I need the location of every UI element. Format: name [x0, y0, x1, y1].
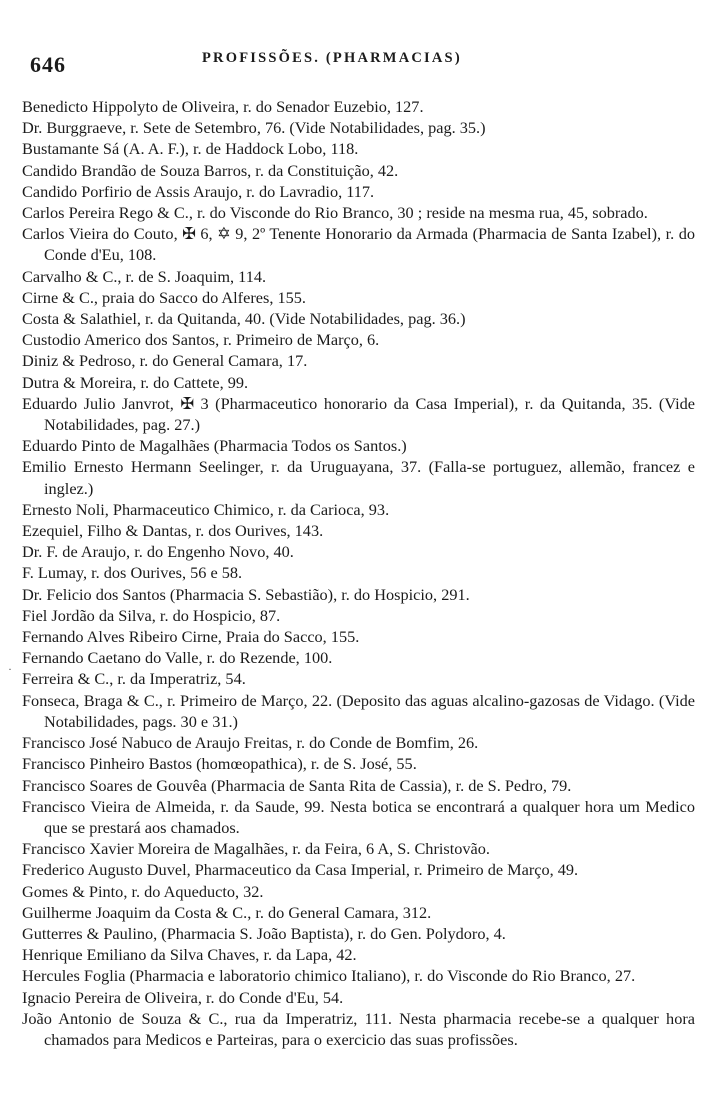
list-item: Costa & Salathiel, r. da Quitanda, 40. (Vide Notabilidades, pag. 36.) — [22, 309, 466, 329]
list-item: Ignacio Pereira de Oliveira, r. do Conde d'Eu, 54. — [22, 987, 344, 1007]
list-item: Candido Porfirio de Assis Araujo, r. do Lavradio, 117. — [22, 181, 375, 201]
list-item: Dr. F. de Araujo, r. do Engenho Novo, 40. — [22, 542, 294, 562]
list-item: Carlos Vieira do Couto, ✠ 6, ✡ 9, 2º Tenente Honorario da Armada (Pharmacia de Santa Izabel), r. do Conde d'Eu, 108. — [22, 224, 695, 265]
list-item: Eduardo Pinto de Magalhães (Pharmacia Todos os Santos.) — [22, 436, 407, 456]
list-item: Carlos Pereira Rego & C., r. do Visconde do Rio Branco, 30 ; reside na mesma rua, 45, sobrado. — [22, 203, 648, 223]
list-item: Hercules Foglia (Pharmacia e laboratorio chimico Italiano), r. do Visconde do Rio Branco, 27. — [22, 966, 636, 986]
list-item: Fonseca, Braga & C., r. Primeiro de Março, 22. (Deposito das aguas alcalino-gazosas de Vidago. (Vide Notabilidades, pags. 30 e 31.) — [22, 690, 695, 731]
page-number: 646 — [30, 52, 66, 77]
list-item: Gomes & Pinto, r. do Aqueducto, 32. — [22, 881, 264, 901]
list-item: Frederico Augusto Duvel, Pharmaceutico da Casa Imperial, r. Primeiro de Março, 49. — [22, 860, 579, 880]
list-item: Candido Brandão de Souza Barros, r. da Constituição, 42. — [22, 160, 399, 180]
list-item: F. Lumay, r. dos Ourives, 56 e 58. — [22, 563, 243, 583]
list-item: Francisco José Nabuco de Araujo Freitas, r. do Conde de Bomfim, 26. — [22, 733, 479, 753]
list-item: Francisco Soares de Gouvêa (Pharmacia de Santa Rita de Cassia), r. de S. Pedro, 79. — [22, 775, 572, 795]
list-item: Henrique Emiliano da Silva Chaves, r. da Lapa, 42. — [22, 945, 357, 965]
list-item: Benedicto Hippolyto de Oliveira, r. do Senador Euzebio, 127. — [22, 97, 424, 116]
list-item: Francisco Xavier Moreira de Magalhães, r. da Feira, 6 A, S. Christovão. — [22, 839, 490, 859]
list-item: Bustamante Sá (A. A. F.), r. de Haddock Lobo, 118. — [22, 139, 359, 159]
list-item: Ernesto Noli, Pharmaceutico Chimico, r. da Carioca, 93. — [22, 499, 390, 519]
list-item: Dr. Burggraeve, r. Sete de Setembro, 76. (Vide Notabilidades, pag. 35.) — [22, 118, 486, 138]
list-item: Francisco Pinheiro Bastos (homœopathica), r. de S. José, 55. — [22, 754, 417, 774]
list-item: Dutra & Moreira, r. do Cattete, 99. — [22, 372, 249, 392]
list-item: Diniz & Pedroso, r. do General Camara, 17. — [22, 351, 308, 371]
list-item: Ferreira & C., r. da Imperatriz, 54. — [22, 669, 246, 689]
list-item: Carvalho & C., r. de S. Joaquim, 114. — [22, 266, 267, 286]
page-header — [22, 22, 695, 77]
list-item: Dr. Felicio dos Santos (Pharmacia S. Sebastião), r. do Hospicio, 291. — [22, 584, 470, 604]
pharmacy-list — [22, 96, 695, 1050]
list-item: Cirne & C., praia do Sacco do Alferes, 155. — [22, 287, 306, 307]
list-item: Ezequiel, Filho & Dantas, r. dos Ourives, 143. — [22, 521, 324, 541]
list-item: Eduardo Julio Janvrot, ✠ 3 (Pharmaceutico honorario da Casa Imperial), r. da Quitanda, 35. (Vide Notabilidades, pag. 27.) — [22, 393, 695, 435]
list-item: Custodio Americo dos Santos, r. Primeiro de Março, 6. — [22, 330, 380, 350]
list-item: Guilherme Joaquim da Costa & C., r. do General Camara, 312. — [22, 902, 432, 922]
list-item: Fernando Caetano do Valle, r. do Rezende, 100. — [22, 648, 333, 668]
list-item: João Antonio de Souza & C., rua da Imperatriz, 111. Nesta pharmacia recebe-se a qualquer hora chamados para Medicos e Parteiras, para o exercicio das suas profissões. — [22, 1008, 695, 1049]
running-title: PROFISSÕES. (PHARMACIAS) — [202, 50, 462, 66]
list-item: Francisco Vieira de Almeida, r. da Saude, 99. Nesta botica se encontrará a qualquer hora um Medico que se prestará aos chamados. — [22, 796, 695, 837]
list-item: Gutterres & Paulino, (Pharmacia S. João Baptista), r. do Gen. Polydoro, 4. — [22, 923, 506, 943]
list-item: Emilio Ernesto Hermann Seelinger, r. da Uruguayana, 37. (Falla-se portuguez, allemão, francez e inglez.) — [22, 457, 695, 498]
list-item: Fiel Jordão da Silva, r. do Hospicio, 87. — [22, 605, 281, 625]
list-item: Fernando Alves Ribeiro Cirne, Praia do Sacco, 155. — [22, 627, 360, 647]
margin-mark: · — [8, 662, 12, 676]
